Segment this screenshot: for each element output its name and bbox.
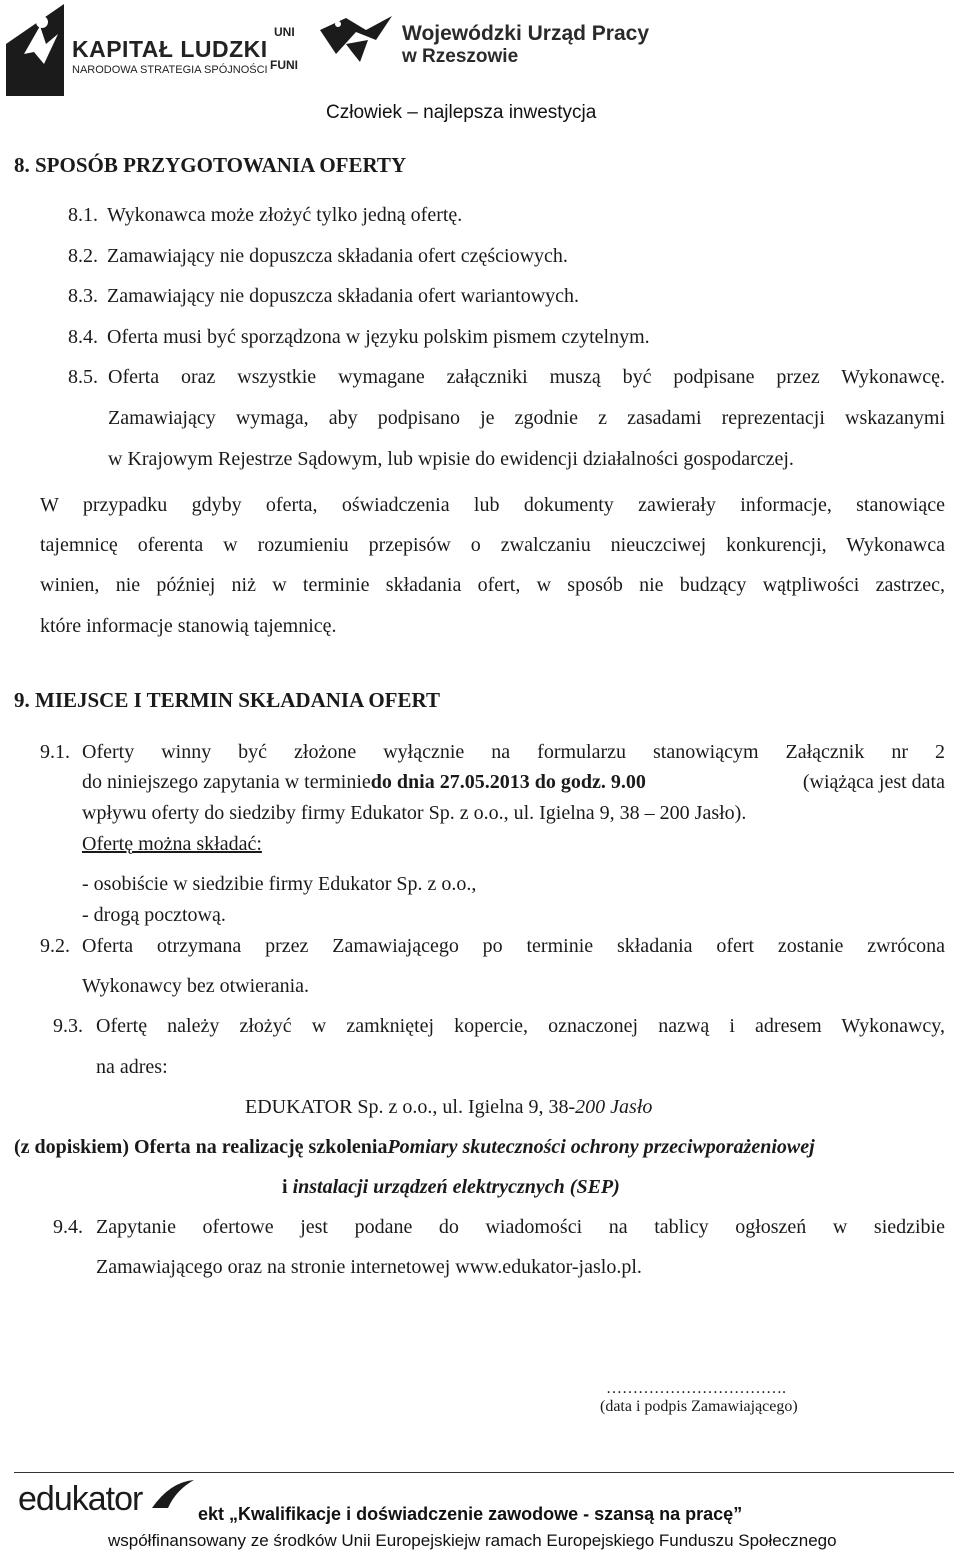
text-run: do niniejszego zapytania w terminie	[82, 771, 371, 793]
kapital-ludzki-subtitle: NARODOWA STRATEGIA SPÓJNOŚCI	[72, 64, 268, 76]
note-text: (z dopiskiem) Oferta na realizację szkolenia	[14, 1136, 388, 1158]
wup-logo-icon	[316, 10, 396, 72]
wup-title: Wojewódzki Urząd Pracy	[402, 22, 650, 45]
item-text: Zamawiający nie dopuszcza składania ofert częściowych.	[107, 245, 568, 267]
underlined-text: Ofertę można składać:	[82, 833, 262, 855]
wup-subtitle: w Rzeszowie	[402, 46, 519, 67]
item-text	[82, 832, 262, 856]
item-number: 8.5.	[68, 366, 98, 388]
note-text: i	[282, 1176, 293, 1198]
item-text: Oferta musi być sporządzona w języku polskim pismem czytelnym.	[107, 326, 650, 348]
item-text: Ofertę należy złożyć w zamkniętej kopercie, oznaczonej nazwą i adresem Wykonawcy,	[96, 1015, 945, 1037]
address-text: EDUKATOR Sp. z o.o., ul. Igielna 9, 38-	[245, 1096, 576, 1118]
item-text: Zapytanie ofertowe jest podane do wiadomości na tablicy ogłoszeń w siedzibie	[96, 1216, 945, 1238]
envelope-note	[282, 1175, 620, 1199]
edukator-logo-text: edukator	[18, 1480, 143, 1518]
item-text: Zamawiający nie dopuszcza składania ofert wariantowych.	[107, 285, 580, 307]
signature-caption: (data i podpis Zamawiającego)	[600, 1398, 798, 1415]
header-slogan: Człowiek – najlepsza inwestycja	[326, 102, 597, 123]
bullet-item: - osobiście w siedzibie firmy Edukator Sp. z o.o.,	[82, 873, 477, 895]
item-number: 9.1.	[40, 741, 70, 763]
item-text: wpływu oferty do siedziby firmy Edukator Sp. z o.o., ul. Igielna 9, 38 – 200 Jasło).	[82, 802, 747, 824]
paragraph-line: W przypadku gdyby oferta, oświadczenia lub dokumenty zawierały informacje, stanowiące	[40, 494, 945, 516]
item-number: 9.2.	[40, 935, 70, 957]
footer-cofinance: współfinansowany ze środków Unii Europejskiejw ramach Europejskiego Funduszu Społecznego	[108, 1531, 837, 1550]
deadline: do dnia 27.05.2013 do godz. 9.00	[370, 771, 646, 793]
training-title: Pomiary skuteczności ochrony przeciwporażeniowej	[387, 1136, 815, 1158]
item-text: Wykonawca może złożyć tylko jedną ofertę.	[107, 204, 463, 226]
edukator-swoosh-icon	[150, 1478, 196, 1512]
list-item	[68, 284, 579, 308]
item-number: 9.4.	[53, 1216, 83, 1238]
text-run: (wiążąca jest data	[802, 771, 945, 793]
ue-label-2: FUNI	[270, 58, 298, 72]
list-item	[68, 244, 568, 268]
list-item	[68, 203, 462, 227]
paragraph-line: które informacje stanowią tajemnicę.	[40, 615, 337, 637]
paragraph-line: tajemnicę oferenta w rozumieniu przepisów o zwalczaniu nieuczciwej konkurencji, Wykonawca	[40, 534, 945, 556]
item-text: na adres:	[96, 1056, 168, 1078]
item-number: 8.3.	[68, 285, 98, 307]
item-number: 9.3.	[53, 1015, 83, 1037]
item-number: 8.2.	[68, 245, 98, 267]
envelope-note	[14, 1135, 815, 1159]
item-text: Oferta oraz wszystkie wymagane załączniki muszą być podpisane przez Wykonawcę.	[108, 366, 945, 388]
item-number: 8.4.	[68, 326, 98, 348]
item-text: Zamawiający wymaga, aby podpisano je zgodnie z zasadami reprezentacji wskazanymi	[108, 407, 945, 429]
training-title: instalacji urządzeń elektrycznych (SEP)	[292, 1176, 620, 1198]
item-text: w Krajowym Rejestrze Sądowym, lub wpisie do ewidencji działalności gospodarczej.	[108, 448, 794, 470]
item-text: Zamawiającego oraz na stronie internetowej www.edukator-jaslo.pl.	[96, 1256, 642, 1278]
edukator-logo	[18, 1480, 142, 1519]
kapital-ludzki-title: KAPITAŁ LUDZKI	[72, 36, 268, 62]
ue-label-1: UNI	[274, 25, 295, 39]
signature-dots: …………………………….	[606, 1380, 786, 1397]
bullet-item: - drogą pocztową.	[82, 904, 226, 926]
item-text: Oferta otrzymana przez Zamawiającego po terminie składania ofert zostanie zwrócona	[82, 935, 945, 957]
address	[245, 1095, 652, 1119]
address-city: 200 Jasło	[575, 1096, 653, 1118]
section-9-heading: 9. MIEJSCE I TERMIN SKŁADANIA OFERT	[14, 688, 440, 712]
footer-divider	[14, 1472, 954, 1473]
footer-project: ekt „Kwalifikacje i doświadczenie zawodowe - szansą na pracę”	[198, 1504, 743, 1524]
item-text	[82, 770, 945, 794]
section-8-heading: 8. SPOSÓB PRZYGOTOWANIA OFERTY	[14, 153, 407, 177]
kapital-ludzki-logo	[6, 4, 64, 96]
item-text: Wykonawcy bez otwierania.	[82, 975, 310, 997]
list-item	[68, 325, 650, 349]
paragraph-line: winien, nie później niż w terminie składania ofert, w sposób nie budzący wątpliwości zastrzec,	[40, 574, 945, 596]
item-number: 8.1.	[68, 204, 98, 226]
item-text: Oferty winny być złożone wyłącznie na formularzu stanowiącym Załącznik nr 2	[82, 741, 945, 763]
